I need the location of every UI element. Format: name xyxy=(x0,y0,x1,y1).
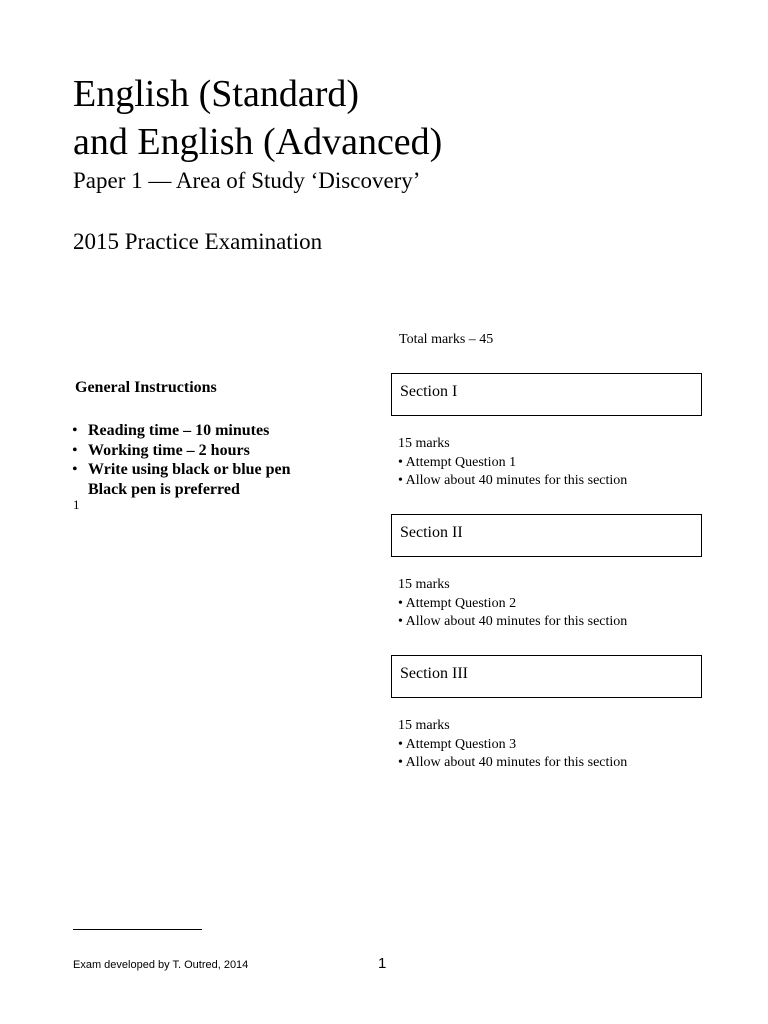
instruction-item xyxy=(72,460,291,480)
section-3-title: Section III xyxy=(400,665,468,682)
page-number: 1 xyxy=(378,955,387,972)
instruction-item xyxy=(72,421,291,441)
section-1-title: Section I xyxy=(400,383,458,400)
section-3-marks: 15 marks xyxy=(398,718,450,733)
section-3-item: • Attempt Question 3 xyxy=(398,736,517,752)
footnote-divider xyxy=(73,929,202,930)
section-2-box xyxy=(391,514,702,557)
instruction-item xyxy=(72,480,291,500)
total-marks: Total marks – 45 xyxy=(399,332,494,347)
general-instructions-list xyxy=(72,421,291,499)
section-1-item: • Allow about 40 minutes for this section xyxy=(398,473,628,488)
paper-subtitle: Paper 1 — Area of Study ‘Discovery’ xyxy=(73,168,421,193)
section-2-marks: 15 marks xyxy=(398,577,450,592)
section-2-details xyxy=(398,576,627,632)
bullet-icon: • xyxy=(72,441,78,459)
section-1-box xyxy=(391,373,702,416)
section-3-item: • Allow about 40 minutes for this section xyxy=(398,755,628,770)
instruction-text: Black pen is preferred xyxy=(88,480,240,498)
title-line-1: English (Standard) xyxy=(73,73,360,115)
instruction-item xyxy=(72,441,291,461)
title-line-2: and English (Advanced) xyxy=(73,121,443,163)
footer-credit: Exam developed by T. Outred, 2014 xyxy=(73,959,249,971)
instruction-text: Working time – 2 hours xyxy=(88,441,250,459)
bullet-icon: • xyxy=(72,422,78,439)
section-1-item: • Attempt Question 1 xyxy=(398,454,517,470)
instruction-text: Reading time – 10 minutes xyxy=(88,422,270,439)
section-1-marks: 15 marks xyxy=(398,436,450,451)
section-2-title: Section II xyxy=(400,524,463,541)
bullet-icon: • xyxy=(72,461,78,478)
general-instructions-heading: General Instructions xyxy=(75,379,217,396)
section-2-item: • Attempt Question 2 xyxy=(398,595,517,611)
instruction-text: Write using black or blue pen xyxy=(88,461,291,478)
section-3-details xyxy=(398,717,627,773)
section-3-box xyxy=(391,655,702,698)
exam-year: 2015 Practice Examination xyxy=(73,229,323,254)
section-1-details xyxy=(398,435,627,491)
section-2-item: • Allow about 40 minutes for this section xyxy=(398,614,628,629)
instructions-note: 1 xyxy=(73,497,80,512)
